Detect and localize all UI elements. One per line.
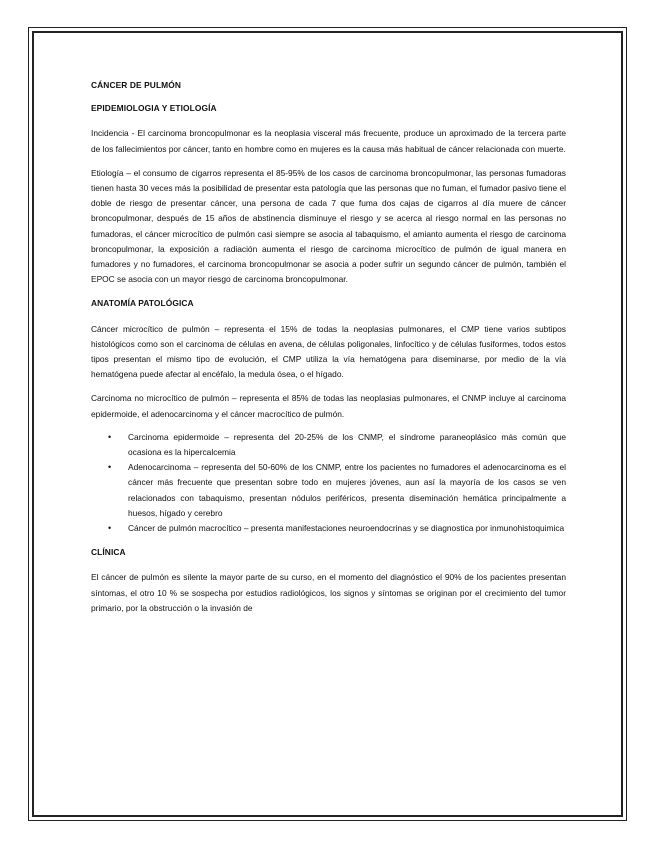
bullet-icon: • bbox=[108, 462, 112, 473]
section-heading: ANATOMÍA PATOLÓGICA bbox=[91, 298, 194, 309]
list-item bbox=[108, 430, 566, 460]
list-item-text: Adenocarcinoma – representa del 50-60% de los CNMP, entre los pacientes no fumadores el adenocarcinoma es el cáncer más frecuente que presentan sobre todo en mujeres jóvenes, aun así la mayoría de los casos se ven relacionados con tabaquismo, presentan nódulos periféricos, presenta diseminación hemática principalmente a huesos, hígado y cerebro bbox=[128, 462, 566, 518]
section-heading: CLÍNICA bbox=[91, 547, 126, 558]
section-anatomia-patologica bbox=[91, 296, 566, 536]
paragraph: Cáncer microcítico de pulmón – representa el 15% de todas la neoplasias pulmonares, el CMP tiene varios subtipos histológicos como son el carcinoma de células en avena, de células poligonales, linfocítico y de células fusiformes, todos estos tipos presentan el mismo tipo de evolución, el CMP utiliza la vía hematógena para diseminarse, por medio de la vía hematógena puede afectar al encéfalo, la medula ósea, o el hígado. bbox=[91, 323, 566, 380]
paragraph: Etiología – el consumo de cigarros representa el 85-95% de los casos de carcinoma broncopulmonar, las personas fumadoras tienen hasta 30 veces más la posibilidad de presentar esta patología que las personas que no fuman, el fumador pasivo tiene el doble de riesgo de presentar cáncer, una persona de cada 7 que fuma dos cajas de cigarros al día muere de cáncer broncopulmonar, después de 15 años de abstinencia disminuye el riesgo y se acerca al riesgo normal en las personas no fumadoras, el cáncer microcítico de pulmón casi siempre se asocia al tabaquismo, el amianto aumenta el riesgo de carcinoma broncopulmonar, la exposición a radiación aumenta el riesgo de carcinoma microcítico de pulmón de igual manera en fumadores y no fumadores, el carcinoma broncopulmonar se asocia a poder sufrir un segundo cáncer de pulmón, también el EPOC se asocia con un mayor riesgo de carcinoma broncopulmonar. bbox=[91, 167, 566, 285]
document-title: CÁNCER DE PULMÓN bbox=[91, 80, 182, 90]
bullet-list bbox=[91, 430, 566, 536]
list-item-text: Carcinoma epidermoide – representa del 20-25% de los CNMP, el síndrome paraneoplásico más común que ocasiona es la hipercalcemia bbox=[128, 431, 566, 458]
bullet-icon: • bbox=[108, 523, 112, 534]
bullet-icon: • bbox=[108, 431, 112, 442]
list-item-text: Cáncer de pulmón macrocítico – presenta manifestaciones neuroendocrinas y se diagnostica por inmunohistoquimica bbox=[128, 523, 565, 534]
document-body bbox=[91, 78, 566, 625]
paragraph: Incidencia - El carcinoma broncopulmonar es la neoplasia visceral más frecuente, produce un aproximado de la tercera parte de los fallecimientos por cáncer, tanto en hombre como en mujeres es la causa más habitual de cáncer relacionada con muerte. bbox=[91, 128, 566, 154]
section-heading: EPIDEMIOLOGIA Y ETIOLOGÍA bbox=[91, 103, 217, 114]
list-item bbox=[108, 521, 566, 536]
paragraph: Carcinoma no microcítico de pulmón – representa el 85% de todas las neoplasias pulmonares, el CNMP incluye al carcinoma epidermoide, el adenocarcinoma y el cáncer macrocítico de pulmón. bbox=[91, 393, 566, 419]
paragraph: El cáncer de pulmón es silente la mayor parte de su curso, en el momento del diagnóstico el 90% de los pacientes presentan síntomas, el otro 10 % se sospecha por estudios radiológicos, los signos y síntomas se originan por el crecimiento del tumor primario, por la obstrucción o la invasión de bbox=[91, 572, 566, 613]
section-clinica bbox=[91, 545, 566, 616]
list-item bbox=[108, 460, 566, 521]
section-epidemiologia bbox=[91, 101, 566, 287]
